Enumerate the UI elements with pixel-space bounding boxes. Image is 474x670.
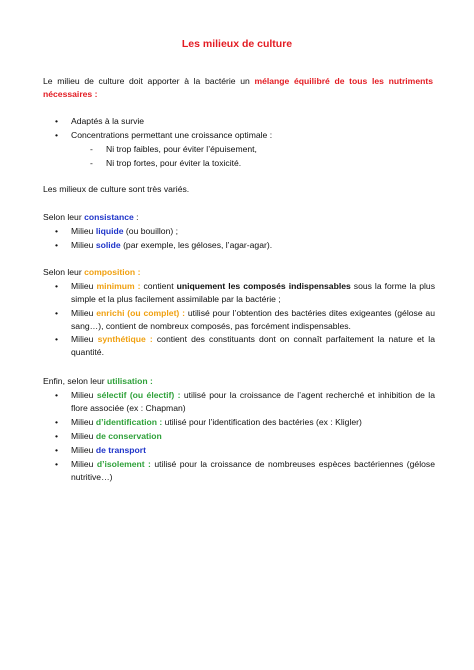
- bullet-icon: •: [55, 130, 59, 140]
- list-item: [71, 430, 435, 443]
- item-prefix: Milieu: [71, 308, 97, 318]
- page-title: Les milieux de culture: [181, 38, 293, 50]
- bullet-icon: •: [55, 445, 59, 455]
- item-keyword: solide: [95, 240, 121, 250]
- heading-lead: Selon leur: [43, 267, 85, 277]
- item-keyword: synthétique :: [97, 334, 153, 344]
- item-prefix: Milieu: [71, 226, 96, 236]
- sub-list-item: Ni trop fortes, pour éviter la toxicité.: [106, 158, 242, 168]
- heading-colon: :: [133, 212, 139, 222]
- item-rest: utilisé pour la croissance de nombreuses espèces bactériennes (gélose nutritive…): [71, 459, 435, 482]
- item-keyword: d’isolement :: [96, 459, 151, 469]
- list-item: [71, 225, 435, 238]
- item-rest: utilisé pour l’identification des bactéries (ex : Kligler): [162, 417, 362, 427]
- bullet-icon: •: [55, 240, 59, 250]
- item-mid: contient: [140, 281, 177, 291]
- item-rest: (ou bouillon) ;: [123, 226, 179, 236]
- bullet-icon: •: [55, 334, 59, 344]
- item-rest: contient des constituants dont on connaît parfaitement la nature et la quantité.: [71, 334, 435, 357]
- item-prefix: Milieu: [71, 417, 96, 427]
- bullet-icon: •: [55, 116, 59, 126]
- item-keyword: de conservation: [95, 431, 162, 441]
- intro-highlight: mélange équilibré de tous les nutriments nécessaires :: [43, 76, 433, 99]
- item-prefix: Milieu: [71, 334, 98, 344]
- list-item: [71, 307, 435, 333]
- item-keyword: enrichi (ou complet) :: [96, 308, 185, 318]
- list-item: Adaptés à la survie: [71, 116, 145, 126]
- list-item: [71, 444, 435, 457]
- item-keyword: minimum :: [96, 281, 141, 291]
- bullet-icon: •: [55, 417, 59, 427]
- item-prefix: Milieu: [71, 459, 97, 469]
- bullet-icon: •: [55, 390, 59, 400]
- item-bold: uniquement les composés indispensables: [176, 281, 351, 291]
- item-prefix: Milieu: [71, 445, 96, 455]
- heading-keyword: utilisation :: [107, 376, 153, 386]
- composition-heading: [43, 266, 433, 279]
- sub-list-item: Ni trop faibles, pour éviter l’épuisement,: [106, 144, 257, 154]
- bullet-icon: •: [55, 281, 59, 291]
- list-item: [71, 280, 435, 306]
- bullet-icon: •: [55, 308, 59, 318]
- heading-lead: Enfin, selon leur: [43, 376, 108, 386]
- item-prefix: Milieu: [71, 390, 97, 400]
- list-item: [71, 239, 435, 252]
- bullet-icon: •: [55, 226, 59, 236]
- intro-paragraph: [43, 75, 433, 101]
- varied-paragraph: Les milieux de culture sont très variés.: [43, 184, 190, 194]
- item-keyword: liquide: [95, 226, 124, 236]
- item-keyword: d’identification :: [95, 417, 163, 427]
- heading-keyword: consistance: [84, 212, 134, 222]
- item-rest: utilisé pour la croissance de l’agent recherché et inhibition de la flore associée (ex : Chapman): [71, 390, 435, 413]
- item-prefix: Milieu: [71, 281, 97, 291]
- item-keyword: sélectif (ou électif) :: [96, 390, 181, 400]
- consistance-heading: [43, 211, 433, 224]
- item-keyword: de transport: [95, 445, 146, 455]
- item-prefix: Milieu: [71, 240, 96, 250]
- list-item: [71, 458, 435, 484]
- heading-keyword: composition :: [84, 267, 141, 277]
- bullet-icon: •: [55, 459, 59, 469]
- item-rest: sous la forme la plus simple et la plus facilement assimilable par la bactérie ;: [71, 281, 436, 304]
- dash-icon: -: [90, 158, 93, 168]
- list-item: [71, 333, 435, 359]
- heading-lead: Selon leur: [43, 212, 85, 222]
- item-rest: (par exemple, les géloses, l’agar-agar).: [120, 240, 273, 250]
- bullet-icon: •: [55, 431, 59, 441]
- dash-icon: -: [90, 144, 93, 154]
- intro-text: Le milieu de culture doit apporter à la bactérie un: [43, 76, 255, 86]
- list-item: Concentrations permettant une croissance optimale :: [71, 130, 273, 140]
- item-rest: utilisé pour l’obtention des bactéries dites exigeantes (gélose au sang…), contient de nombreux composés, pas forcément indispensables.: [71, 308, 435, 331]
- list-item: [71, 416, 435, 429]
- list-item: [71, 389, 435, 415]
- item-prefix: Milieu: [71, 431, 96, 441]
- utilisation-heading: [43, 375, 433, 388]
